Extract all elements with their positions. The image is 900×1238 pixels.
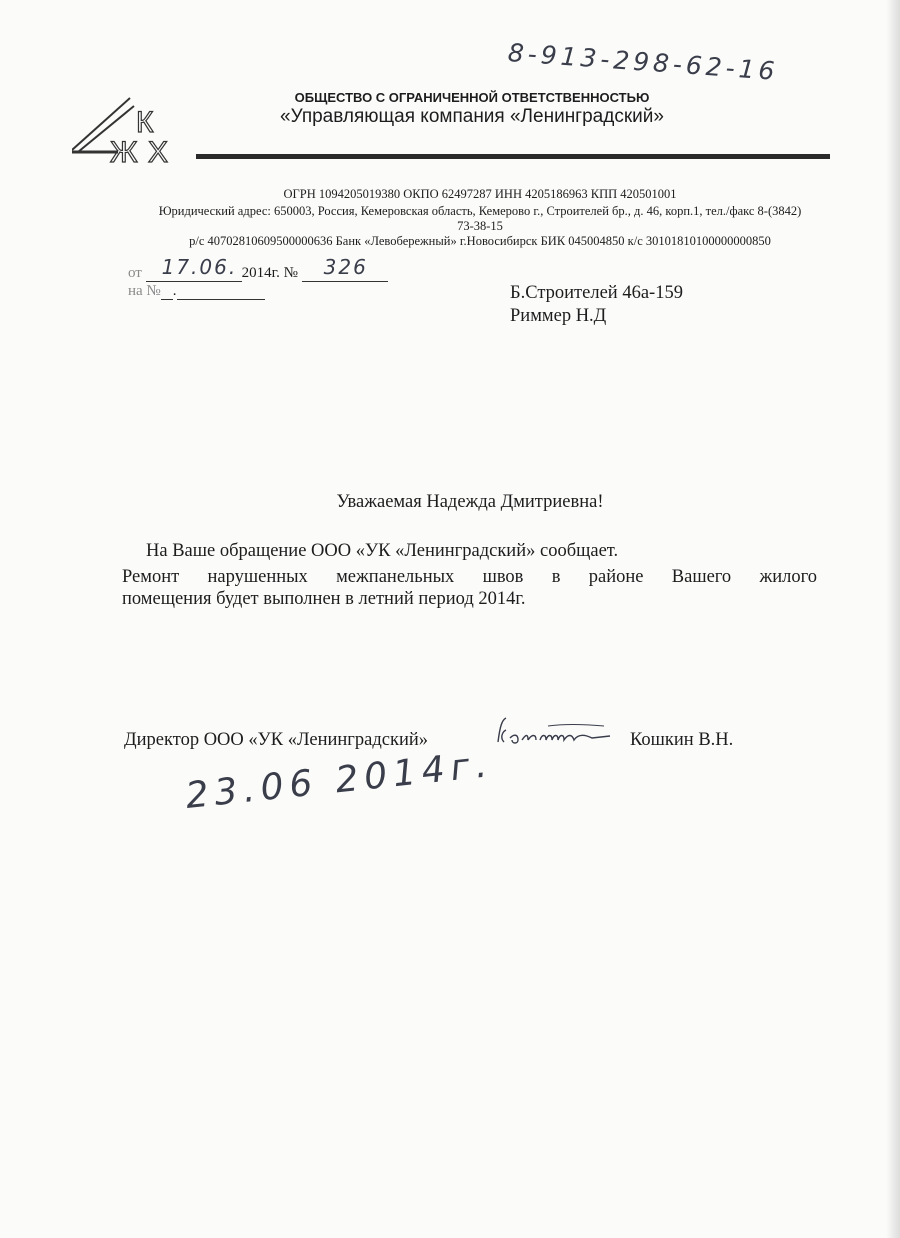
requisites-registration: ОГРН 1094205019380 ОКПО 62497287 ИНН 4205186963 КПП 420501001 — [283, 187, 677, 201]
paragraph-intro: На Ваше обращение ООО «УК «Ленинградский» сообщает. — [146, 541, 619, 561]
handwritten-date-field: 17.06. — [161, 255, 238, 279]
svg-text:Ж: Ж — [110, 136, 138, 168]
svg-text:К: К — [136, 106, 154, 139]
requisites-phone-continuation: 73-38-15 — [457, 219, 503, 233]
ref-label: на № — [128, 283, 161, 299]
from-label: от — [128, 265, 142, 281]
year-number-label: 2014г. № — [241, 265, 298, 281]
date-blank — [146, 255, 242, 282]
header-divider — [196, 154, 830, 159]
handwritten-receipt-date: 23.06 2014г. — [183, 743, 495, 817]
organization-type: ОБЩЕСТВО С ОГРАНИЧЕННОЙ ОТВЕТСТВЕННОСТЬЮ — [294, 90, 650, 105]
signatory-name: Кошкин В.Н. — [630, 730, 734, 750]
recipient-block — [510, 282, 683, 328]
number-blank — [302, 255, 388, 282]
salutation: Уважаемая Надежда Дмитриевна! — [336, 492, 604, 512]
signatory-position: Директор ООО «УК «Ленинградский» — [124, 730, 429, 750]
outgoing-date-line — [128, 255, 388, 282]
recipient-address: Б.Строителей 46а-159 — [510, 283, 683, 303]
paragraph-repair-line1: Ремонт нарушенных межпанельных швов в районе Вашего жилого — [122, 567, 817, 587]
ref-separator: . — [172, 283, 177, 299]
handwritten-signature — [492, 712, 612, 752]
ref-blank-2 — [177, 284, 265, 300]
scan-edge-shadow — [886, 0, 900, 1238]
recipient-name: Риммер Н.Д — [510, 306, 607, 326]
paragraph-repair-line2: помещения будет выполнен в летний период 2014г. — [122, 589, 526, 609]
handwritten-phone-note: 8-913-298-62-16 — [506, 38, 780, 86]
requisites-bank-details: р/с 40702810609500000636 Банк «Левобережный» г.Новосибирск БИК 045004850 к/с 30101810100000000850 — [189, 234, 771, 248]
reference-line — [128, 283, 265, 300]
organization-name: «Управляющая компания «Ленинградский» — [280, 106, 664, 127]
ref-blank-1 — [161, 284, 173, 300]
requisites-legal-address: Юридический адрес: 650003, Россия, Кемеровская область, Кемерово г., Строителей бр., д. 46, корп.1, тел./факс 8-(3842) — [158, 204, 802, 218]
svg-text:Х: Х — [148, 136, 169, 168]
company-logo — [72, 88, 192, 168]
handwritten-number-field: 326 — [323, 255, 368, 279]
